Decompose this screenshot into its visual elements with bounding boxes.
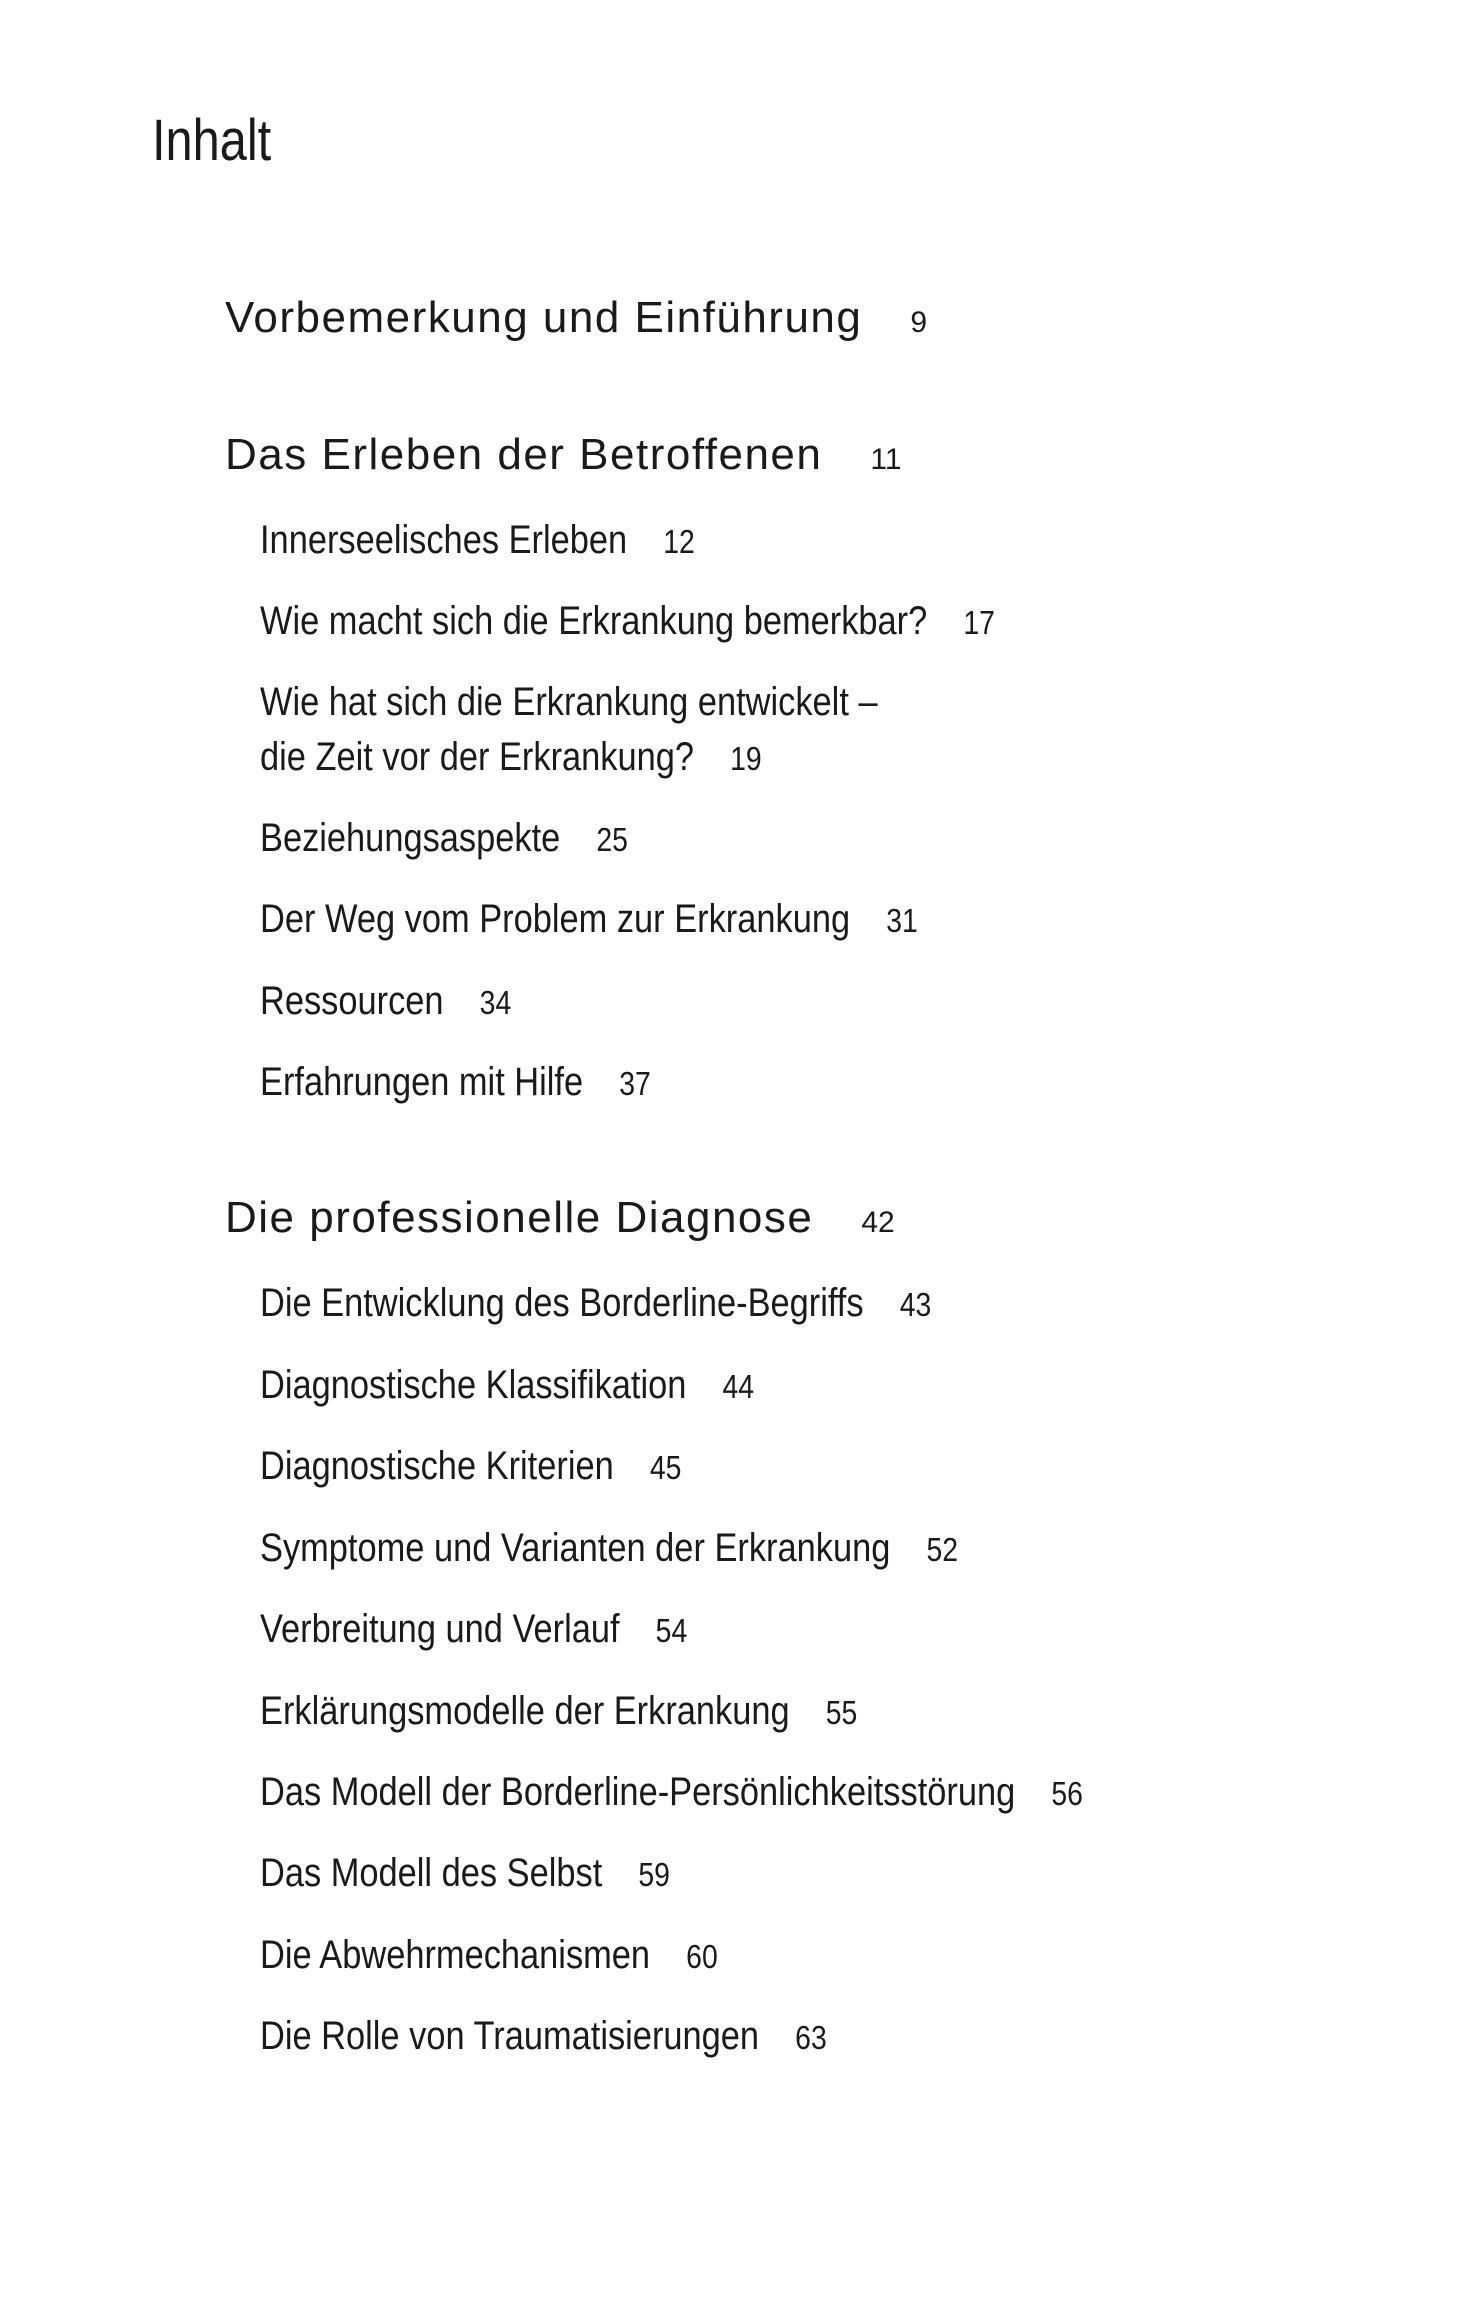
chapter-title: Die professionelle Diagnose [225,1193,814,1242]
page-number: 43 [899,1286,932,1323]
toc-section [260,1365,754,1405]
section-title: Die Abwehrmechanismen [260,1933,651,1977]
page-number: 55 [825,1694,858,1731]
page-number: 45 [649,1449,682,1486]
page-number: 59 [638,1856,670,1893]
section-title-line1: Wie hat sich die Erkrankung entwickelt – [260,680,878,724]
toc-chapter [225,293,928,342]
page-number: 31 [886,902,918,939]
toc-section [260,1446,681,1486]
page-title: Inhalt [152,108,272,173]
toc-section [260,1935,718,1975]
page-number: 17 [963,604,995,641]
section-title: Erklärungsmodelle der Erkrankung [260,1689,790,1733]
section-title: Innerseelisches Erleben [260,518,628,562]
toc-section [260,1853,670,1893]
page-number: 34 [479,984,512,1021]
toc-section [260,1062,651,1102]
toc-section [260,2016,827,2056]
section-title: Die Rolle von Traumatisierungen [260,2014,760,2058]
toc-chapter [225,430,902,479]
section-title: Diagnostische Klassifikation [260,1363,687,1407]
chapter-title: Vorbemerkung und Einführung [225,293,863,342]
toc-section [260,520,695,560]
toc-section [260,1283,931,1323]
section-title: Symptome und Varianten der Erkrankung [260,1526,891,1570]
section-title: Das Modell der Borderline-Persönlichkeitsstörung [260,1770,1016,1814]
page-number: 19 [730,740,762,777]
section-title: Verbreitung und Verlauf [260,1607,620,1651]
chapter-title: Das Erleben der Betroffenen [225,430,823,479]
section-title-line2: die Zeit vor der Erkrankung? [260,735,695,779]
page-number: 25 [596,821,628,858]
section-title: Ressourcen [260,979,444,1023]
toc-section [260,601,995,641]
toc-section-continued [260,737,762,777]
toc-section [260,1609,687,1649]
page-number: 42 [861,1206,895,1239]
page-number: 52 [926,1531,959,1568]
section-title: Diagnostische Kriterien [260,1444,614,1488]
section-title: Erfahrungen mit Hilfe [260,1060,584,1104]
section-title: Die Entwicklung des Borderline-Begriffs [260,1281,864,1325]
page-number: 54 [655,1612,688,1649]
toc-section [260,818,628,858]
page-number: 60 [686,1938,718,1975]
section-title: Das Modell des Selbst [260,1851,603,1895]
toc-section [260,899,918,939]
toc-chapter [225,1193,895,1242]
section-title: Der Weg vom Problem zur Erkrankung [260,897,851,941]
toc-section [260,1691,857,1731]
page-number: 44 [722,1368,755,1405]
toc-section [260,682,878,722]
page-number: 9 [910,306,928,339]
section-title: Beziehungsaspekte [260,816,561,860]
page-number: 11 [870,443,902,476]
section-title: Wie macht sich die Erkrankung bemerkbar? [260,599,928,643]
toc-section [260,1528,958,1568]
page-number: 63 [795,2019,827,2056]
page-number: 12 [663,523,695,560]
page-number: 37 [619,1065,651,1102]
toc-section [260,981,511,1021]
page-number: 56 [1051,1775,1083,1812]
toc-section [260,1772,1083,1812]
